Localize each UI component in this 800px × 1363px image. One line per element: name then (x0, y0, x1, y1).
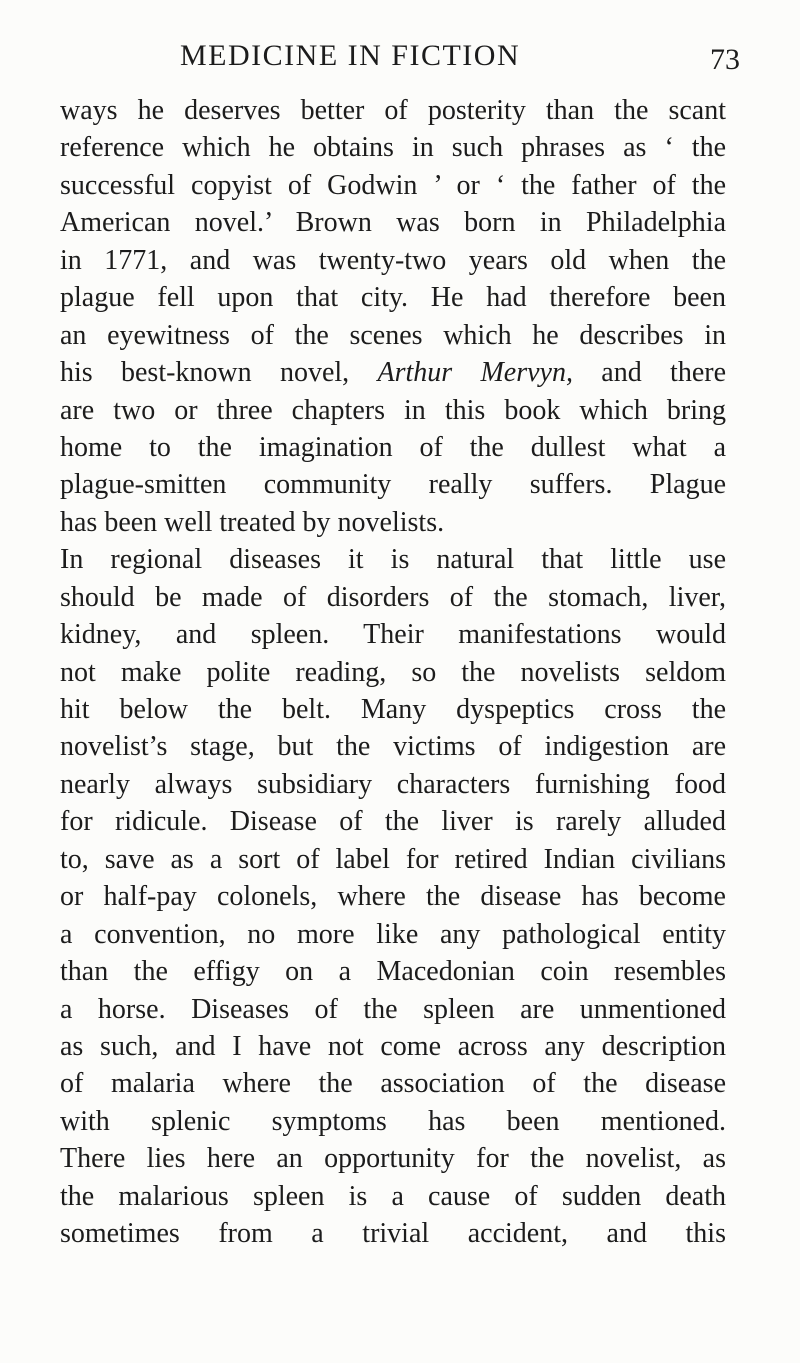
text-line: sometimes from a trivial accident, and this (60, 1218, 726, 1250)
text-line: a convention, no more like any pathological entity (60, 918, 726, 950)
text-segment: his best-known novel, (60, 357, 378, 389)
text-line: kidney, and spleen. Their manifestations would (60, 619, 726, 651)
text-segment: and there (572, 357, 727, 389)
text-line: the malarious spleen is a cause of sudden death (60, 1180, 726, 1212)
text-line: an eyewitness of the scenes which he describes in (60, 319, 726, 351)
text-line: American novel.’ Brown was born in Philadelphia (60, 207, 726, 239)
text-line: than the effigy on a Macedonian coin resembles (60, 956, 726, 988)
text-line: are two or three chapters in this book which bring (60, 394, 726, 426)
text-line: with splenic symptoms has been mentioned. (60, 1105, 726, 1137)
book-title: Arthur Mervyn, (377, 357, 573, 389)
text-line: novelist’s stage, but the victims of indigestion are (60, 731, 726, 763)
text-line: should be made of disorders of the stomach, liver, (60, 581, 726, 613)
text-line: of malaria where the association of the disease (60, 1068, 726, 1100)
text-line: plague fell upon that city. He had therefore been (60, 282, 726, 314)
text-line: nearly always subsidiary characters furnishing food (60, 768, 726, 800)
text-line: or half-pay colonels, where the disease has become (60, 881, 726, 913)
text-line: a horse. Diseases of the spleen are unmentioned (60, 993, 726, 1025)
text-line: as such, and I have not come across any description (60, 1030, 726, 1062)
text-line: There lies here an opportunity for the novelist, as (60, 1143, 726, 1175)
text-line: has been well treated by novelists. (60, 506, 445, 538)
text-line: ways he deserves better of posterity than the scant (60, 95, 726, 126)
body-text (60, 92, 726, 1253)
text-line (60, 354, 726, 391)
text-line: for ridicule. Disease of the liver is rarely alluded (60, 806, 726, 838)
text-line: successful copyist of Godwin ’ or ‘ the father of the (60, 169, 726, 201)
text-line: In regional diseases it is natural that little use (60, 544, 726, 576)
text-line: in 1771, and was twenty-two years old when the (60, 244, 726, 276)
running-title: MEDICINE IN FICTION (180, 39, 521, 72)
text-line: plague-smitten community really suffers. Plague (60, 469, 726, 501)
text-line: reference which he obtains in such phrases as ‘ the (60, 132, 726, 164)
text-line: to, save as a sort of label for retired Indian civilians (60, 843, 726, 875)
text-line: not make polite reading, so the novelists seldom (60, 656, 726, 688)
text-line: home to the imagination of the dullest what a (60, 431, 726, 463)
page-number: 73 (710, 43, 740, 76)
text-line: hit below the belt. Many dyspeptics cross the (60, 694, 726, 725)
